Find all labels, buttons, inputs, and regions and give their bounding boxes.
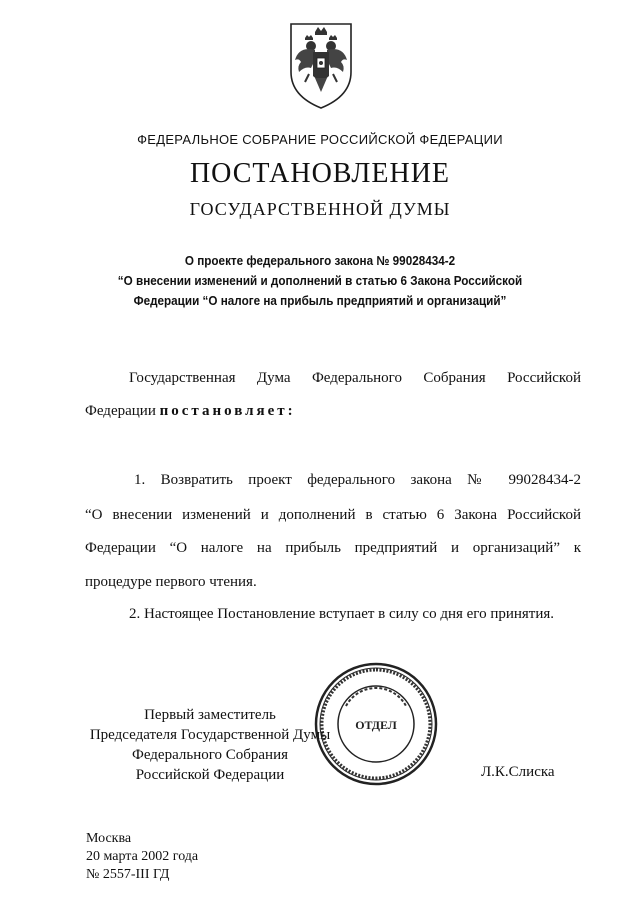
coat-of-arms-icon [285,20,357,112]
item-1-line: Федерации “О налоге на прибыль предприятий и организаций” к [85,540,581,556]
preamble-line [85,403,581,419]
item-1-line: процедуре первого чтения. [85,574,257,590]
organization-header: ФЕДЕРАЛЬНОЕ СОБРАНИЕ РОССИЙСКОЙ ФЕДЕРАЦИИ [137,132,503,147]
subject-line: “О внесении изменений и дополнений в статью 6 Закона Российской [117,273,523,288]
signer-name: Л.К.Слиска [481,764,555,780]
footer-number: № 2557-III ГД [86,867,170,882]
document-subtitle: ГОСУДАРСТВЕННОЙ ДУМЫ [189,199,451,219]
subject-line: Федерации “О налоге на прибыль предприятий и организаций” [133,293,507,308]
item-2-line: 2. Настоящее Постановление вступает в силу со дня его принятия. [129,606,555,622]
signature-line: Российской Федерации [135,767,285,783]
item-1-line: “О внесении изменений и дополнений в статью 6 Закона Российской [85,507,581,523]
footer-date: 20 марта 2002 года [86,849,199,864]
signature-line: Первый заместитель [144,707,276,723]
signature-line: Федерального Собрания [131,747,289,763]
preamble-keyword: постановляет: [159,403,296,419]
footer-city: Москва [86,831,132,846]
signature-block [80,705,340,785]
subject-line: О проекте федерального закона № 99028434-2 [184,253,456,268]
document-subject [32,251,608,311]
item-1-line: 1. Возвратить проект федерального закона № 99028434-2 [134,472,581,488]
stamp-label: ОТДЕЛ [355,718,397,732]
preamble-line: Государственная Дума Федерального Собрания Российской [129,370,581,386]
document-footer [86,830,198,884]
preamble-prefix: Федерации [85,403,156,419]
document-title: ПОСТАНОВЛЕНИЕ [189,158,451,189]
signature-line: Председателя Государственной Думы [89,727,331,743]
